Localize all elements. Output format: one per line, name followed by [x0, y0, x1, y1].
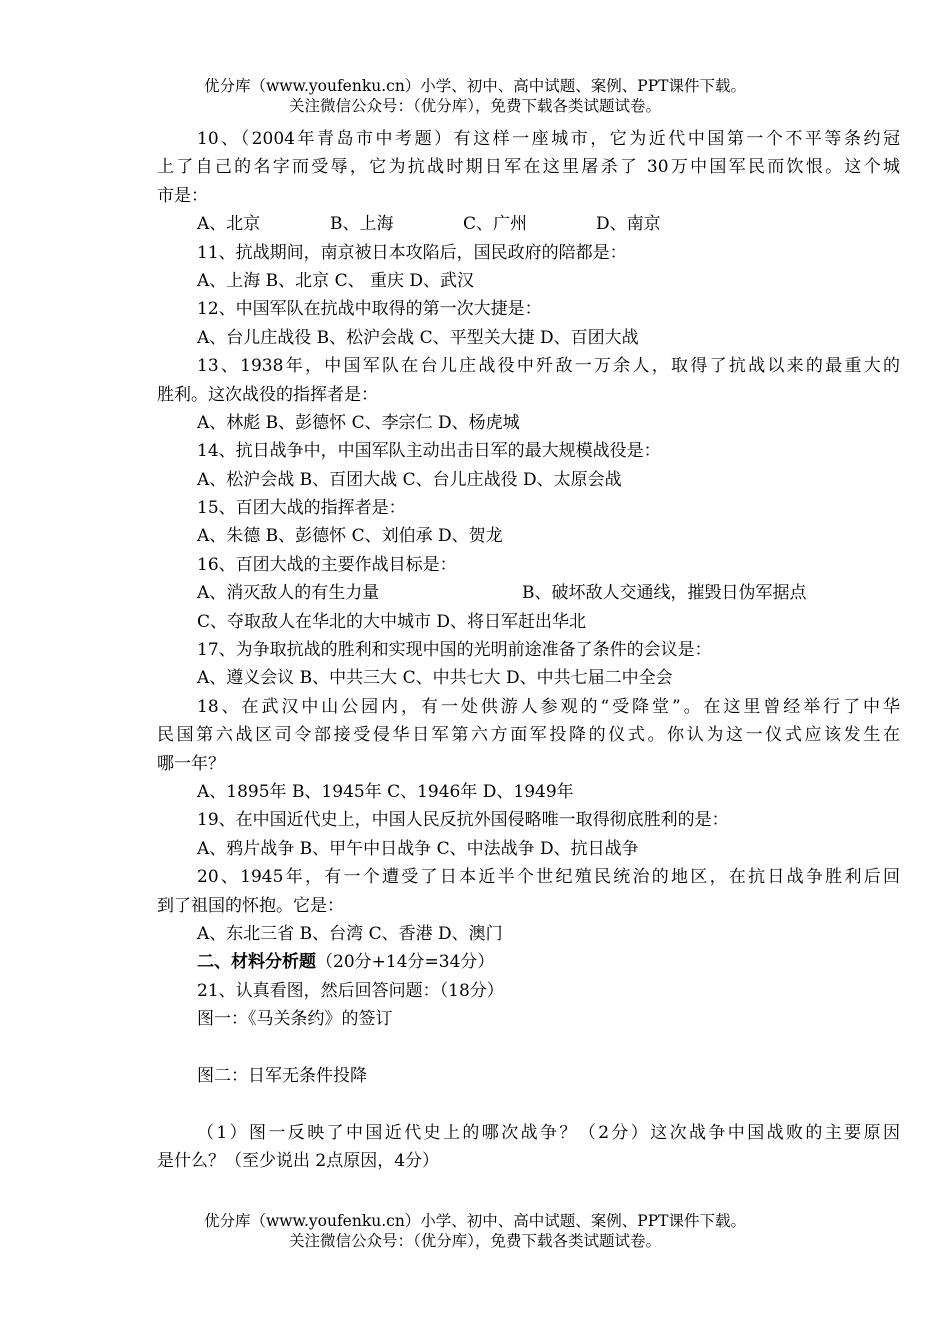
question-14-stem: 14、抗日战争中，中国军队主动出击日军的最大规模战役是：: [197, 441, 661, 462]
question-21-sub-1-line-2: 是什么？（至少说出 2点原因，4分）: [157, 1151, 440, 1172]
section-2-score: （20分+14分=34分）: [316, 952, 495, 973]
question-19-stem: 19、在中国近代史上，中国人民反抗外国侵略唯一取得彻底胜利的是：: [197, 810, 729, 831]
footer-line-2: 关注微信公众号：（优分库），免费下载各类试题试卷。: [288, 1232, 661, 1250]
question-21-stem: 21、认真看图，然后回答问题：（18分）: [197, 980, 504, 1001]
question-10-line-2: 上了自己的名字而受辱，它为抗战时期日军在这里屠杀了 30万中国军民而饮恨。这个城: [157, 157, 900, 178]
question-10-line-1: 10、（2004年青岛市中考题）有这样一座城市，它为近代中国第一个不平等条约冠: [197, 129, 900, 149]
question-20-options: A、东北三省 B、台湾 C、香港 D、澳门: [197, 923, 503, 944]
footer-line-1: 优分库（www.youfenku.cn）小学、初中、高中试题、案例、PPT课件下载。: [203, 1212, 747, 1230]
question-11-stem: 11、抗战期间，南京被日本攻陷后，国民政府的陪都是：: [197, 242, 627, 263]
page-header: [0, 76, 950, 116]
figure-2-caption: 图二：日军无条件投降: [197, 1065, 367, 1086]
question-11-options: A、上海 B、北京 C、 重庆 D、武汉: [197, 270, 475, 291]
question-13-line-2: 胜利。这次战役的指挥者是：: [157, 384, 378, 405]
question-13-line-1: 13、1938年，中国军队在台儿庄战役中歼敌一万余人，取得了抗战以来的最重大的: [197, 356, 900, 377]
question-13-options: A、林彪 B、彭德怀 C、李宗仁 D、杨虎城: [197, 412, 520, 433]
option-a: A、北京: [197, 214, 261, 235]
option-b: B、破坏敌人交通线，摧毁日伪军据点: [522, 583, 807, 604]
figure-1-placeholder: [157, 1034, 900, 1062]
header-line-2: 关注微信公众号：（优分库），免费下载各类试题试卷。: [288, 97, 661, 115]
question-20-line-1: 20、1945年，有一个遭受了日本近半个世纪殖民统治的地区，在抗日战争胜利后回: [197, 867, 900, 888]
question-16-options-cd: C、夺取敌人在华北的大中城市 D、将日军赶出华北: [197, 611, 587, 632]
question-20-line-2: 到了祖国的怀抱。它是：: [157, 895, 344, 916]
question-18-line-2: 民国第六战区司令部接受侵华日军第六方面军投降的仪式。你认为这一仪式应该发生在: [157, 725, 900, 746]
question-16-options-ab: [157, 579, 900, 607]
question-17-options: A、遵义会议 B、中共三大 C、中共七大 D、中共七届二中全会: [197, 668, 673, 689]
figure-1-caption: 图一：《马关条约》的签订: [197, 1009, 393, 1030]
option-b: B、上海: [330, 214, 394, 235]
question-10-line-3: 市是：: [157, 185, 208, 206]
question-10-options: [157, 210, 900, 238]
option-c: C、广州: [463, 214, 528, 235]
question-21-sub-1-line-1: （1）图一反映了中国近代史上的哪次战争？（2分）这次战争中国战败的主要原因: [197, 1122, 900, 1143]
question-15-options: A、朱德 B、彭德怀 C、刘伯承 D、贺龙: [197, 526, 503, 547]
figure-2-placeholder: [157, 1090, 900, 1118]
question-12-options: A、台儿庄战役 B、松沪会战 C、平型关大捷 D、百团大战: [197, 327, 639, 348]
section-2-title: 二、材料分析题: [197, 952, 316, 973]
question-18-line-1: 18、在武汉中山公园内，有一处供游人参观的“受降堂”。在这里曾经举行了中华: [197, 696, 900, 717]
page-footer: [0, 1211, 950, 1251]
option-d: D、南京: [596, 214, 661, 235]
option-a: A、消灭敌人的有生力量: [197, 583, 380, 604]
section-2-heading: [157, 948, 900, 976]
question-12-stem: 12、中国军队在抗战中取得的第一次大捷是：: [197, 299, 542, 320]
question-14-options: A、松沪会战 B、百团大战 C、台儿庄战役 D、太原会战: [197, 469, 622, 490]
question-17-stem: 17、为争取抗战的胜利和实现中国的光明前途准备了条件的会议是：: [197, 640, 712, 661]
document-body: [157, 125, 900, 1175]
question-18-line-3: 哪一年？: [157, 753, 225, 774]
question-18-options: A、1895年 B、1945年 C、1946年 D、1949年: [197, 781, 574, 802]
question-19-options: A、鸦片战争 B、甲午中日战争 C、中法战争 D、抗日战争: [197, 838, 639, 859]
question-10: [157, 125, 900, 239]
question-16-stem: 16、百团大战的主要作战目标是：: [197, 554, 457, 575]
question-15-stem: 15、百团大战的指挥者是：: [197, 498, 406, 519]
header-line-1: 优分库（www.youfenku.cn）小学、初中、高中试题、案例、PPT课件下载。: [203, 77, 747, 95]
